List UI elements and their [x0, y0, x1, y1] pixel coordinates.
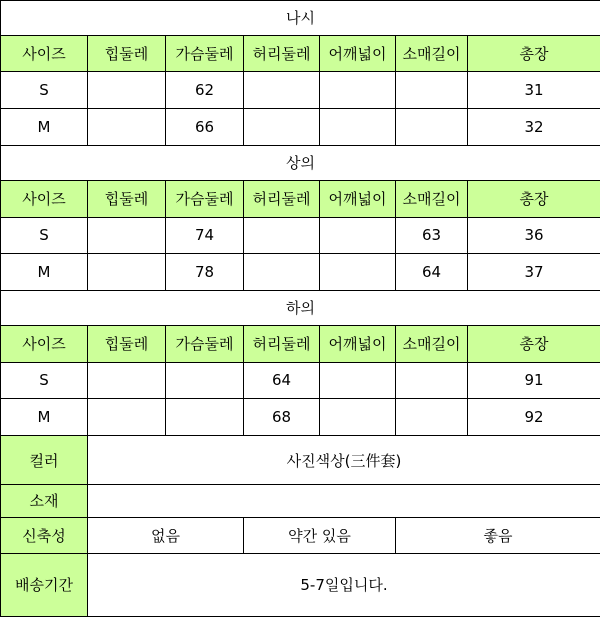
hip-cell [88, 109, 166, 146]
table-row [1, 362, 600, 399]
column-header: 소매길이 [396, 325, 468, 362]
column-header: 가슴둘레 [166, 180, 244, 217]
column-header: 어깨넓이 [320, 180, 396, 217]
table-row [1, 72, 600, 109]
waist-cell [244, 109, 320, 146]
section-title: 하의 [1, 291, 600, 326]
hip-cell [88, 399, 166, 436]
color-row [1, 436, 600, 485]
sleeve-cell [396, 72, 468, 109]
stretch-option-good: 좋음 [396, 517, 600, 553]
size-cell: S [1, 72, 88, 109]
table-row [1, 254, 600, 291]
size-cell: S [1, 362, 88, 399]
header-row [1, 35, 600, 72]
material-label: 소재 [1, 485, 88, 518]
length-cell: 31 [468, 72, 600, 109]
length-cell: 91 [468, 362, 600, 399]
shoulder-cell [320, 109, 396, 146]
column-header: 총장 [468, 35, 600, 72]
column-header: 어깨넓이 [320, 325, 396, 362]
column-header: 허리둘레 [244, 325, 320, 362]
stretch-option-none: 없음 [88, 517, 244, 553]
color-label: 컬러 [1, 436, 88, 485]
length-cell: 36 [468, 217, 600, 254]
column-header: 허리둘레 [244, 180, 320, 217]
column-header: 총장 [468, 180, 600, 217]
length-cell: 37 [468, 254, 600, 291]
sleeve-cell: 64 [396, 254, 468, 291]
chest-cell: 62 [166, 72, 244, 109]
stretch-row [1, 517, 600, 553]
stretch-label: 신축성 [1, 517, 88, 553]
shoulder-cell [320, 72, 396, 109]
column-header: 가슴둘레 [166, 35, 244, 72]
hip-cell [88, 254, 166, 291]
column-header: 힙둘레 [88, 180, 166, 217]
material-value [88, 485, 600, 518]
header-row [1, 180, 600, 217]
section-title: 나시 [1, 1, 600, 36]
chest-cell [166, 399, 244, 436]
chest-cell: 78 [166, 254, 244, 291]
material-row [1, 485, 600, 518]
shoulder-cell [320, 217, 396, 254]
column-header: 힙둘레 [88, 35, 166, 72]
chest-cell [166, 362, 244, 399]
column-header: 총장 [468, 325, 600, 362]
header-row [1, 325, 600, 362]
section-title-row [1, 1, 600, 36]
shipping-row [1, 553, 600, 616]
waist-cell [244, 254, 320, 291]
waist-cell: 64 [244, 362, 320, 399]
sleeve-cell [396, 109, 468, 146]
table-row [1, 217, 600, 254]
color-value: 사진색상(三件套) [88, 436, 600, 485]
column-header: 사이즈 [1, 180, 88, 217]
hip-cell [88, 72, 166, 109]
stretch-option-slight: 약간 있음 [244, 517, 396, 553]
column-header: 가슴둘레 [166, 325, 244, 362]
column-header: 소매길이 [396, 35, 468, 72]
section-title-row [1, 146, 600, 181]
column-header: 사이즈 [1, 325, 88, 362]
section-title-row [1, 291, 600, 326]
waist-cell: 68 [244, 399, 320, 436]
size-cell: S [1, 217, 88, 254]
table-row [1, 109, 600, 146]
hip-cell [88, 217, 166, 254]
shoulder-cell [320, 399, 396, 436]
length-cell: 92 [468, 399, 600, 436]
table-row [1, 399, 600, 436]
column-header: 사이즈 [1, 35, 88, 72]
waist-cell [244, 72, 320, 109]
chest-cell: 74 [166, 217, 244, 254]
shoulder-cell [320, 254, 396, 291]
length-cell: 32 [468, 109, 600, 146]
column-header: 소매길이 [396, 180, 468, 217]
shipping-value: 5-7일입니다. [88, 553, 600, 616]
size-cell: M [1, 399, 88, 436]
section-title: 상의 [1, 146, 600, 181]
hip-cell [88, 362, 166, 399]
chest-cell: 66 [166, 109, 244, 146]
waist-cell [244, 217, 320, 254]
sleeve-cell [396, 362, 468, 399]
column-header: 허리둘레 [244, 35, 320, 72]
shoulder-cell [320, 362, 396, 399]
shipping-label: 배송기간 [1, 553, 88, 616]
sleeve-cell: 63 [396, 217, 468, 254]
size-cell: M [1, 254, 88, 291]
sleeve-cell [396, 399, 468, 436]
column-header: 어깨넓이 [320, 35, 396, 72]
size-chart-body [1, 1, 600, 617]
column-header: 힙둘레 [88, 325, 166, 362]
size-cell: M [1, 109, 88, 146]
